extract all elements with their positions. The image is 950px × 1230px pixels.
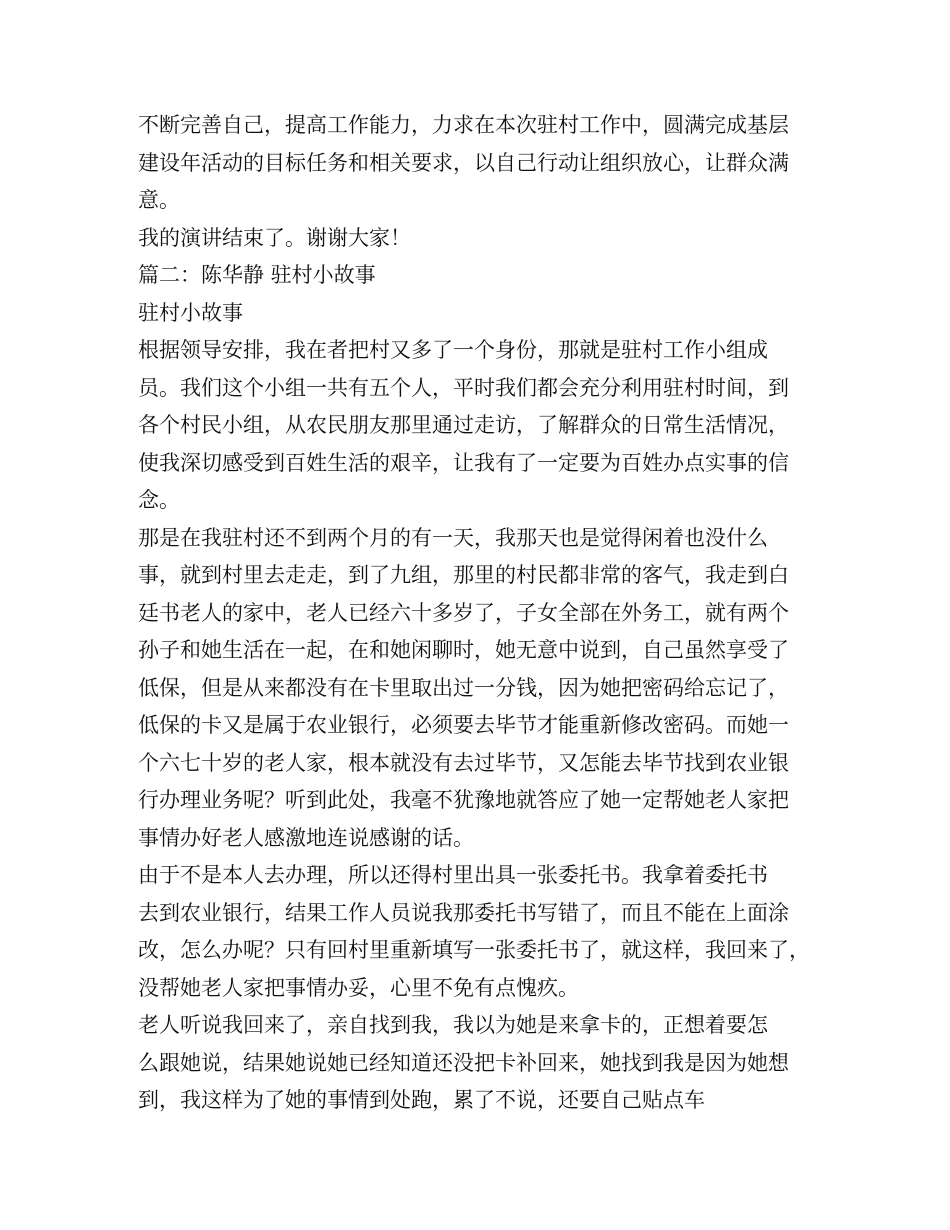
- text-line: 事情办好老人感激地连说感谢的话。: [138, 825, 474, 850]
- text-line: 各个村民小组，从农民朋友那里通过走访，了解群众的日常生活情况，: [138, 413, 789, 437]
- text-line: 念。: [138, 488, 180, 512]
- text-line: 低保，但是从来都没有在卡里取出过一分钱，因为她把密码给忘记了，: [138, 675, 789, 700]
- text-line: 廷书老人的家中，老人已经六十多岁了，子女全部在外务工，就有两个: [138, 600, 789, 625]
- text-line: 事，就到村里去走走，到了九组，那里的村民都非常的客气，我走到白: [138, 563, 789, 587]
- text-line: 建设年活动的目标任务和相关要求，以自己行动让组织放心，让群众满: [138, 150, 789, 175]
- text-line: 没帮她老人家把事情办妥，心里不免有点愧疚。: [138, 975, 579, 1000]
- text-line: 低保的卡又是属于农业银行，必须要去毕节才能重新修改密码。而她一: [138, 713, 789, 737]
- text-line: 么跟她说，结果她说她已经知道还没把卡补回来，她找到我是因为她想: [138, 1050, 789, 1075]
- text-line: 去到农业银行，结果工作人员说我那委托书写错了，而且不能在上面涂: [138, 900, 789, 925]
- text-line: 那是在我驻村还不到两个月的有一天，我那天也是觉得闲着也没什么: [138, 525, 768, 550]
- text-line: 行办理业务呢？听到此处，我毫不犹豫地就答应了她一定帮她老人家把: [138, 788, 789, 812]
- text-line: 使我深切感受到百姓生活的艰辛，让我有了一定要为百姓办点实事的信: [138, 450, 789, 475]
- text-line: 不断完善自己，提高工作能力，力求在本次驻村工作中，圆满完成基层: [138, 113, 789, 137]
- document-body: [138, 107, 838, 1120]
- article-title: 驻村小故事: [138, 300, 243, 325]
- text-line: 由于不是本人去办理，所以还得村里出具一张委托书。我拿着委托书: [138, 863, 768, 887]
- section-heading: 篇二：陈华静 驻村小故事: [138, 263, 376, 287]
- text-line: 到，我这样为了她的事情到处跑，累了不说，还要自己贴点车: [138, 1088, 705, 1112]
- text-line: 根据领导安排，我在者把村又多了一个身份，那就是驻村工作小组成: [138, 338, 768, 362]
- text-line: 意。: [138, 188, 180, 212]
- text-line: 我的演讲结束了。谢谢大家！: [138, 225, 411, 250]
- text-line: 员。我们这个小组一共有五个人，平时我们都会充分利用驻村时间，到: [138, 375, 789, 400]
- text-line: 老人听说我回来了，亲自找到我，我以为她是来拿卡的，正想着要怎: [138, 1013, 768, 1037]
- text-line: 改，怎么办呢？只有回村里重新填写一张委托书了，就这样，我回来了，: [138, 938, 810, 962]
- text-line: 孙子和她生活在一起，在和她闲聊时，她无意中说到，自己虽然享受了: [138, 638, 789, 662]
- text-line: 个六七十岁的老人家，根本就没有去过毕节，又怎能去毕节找到农业银: [138, 750, 789, 775]
